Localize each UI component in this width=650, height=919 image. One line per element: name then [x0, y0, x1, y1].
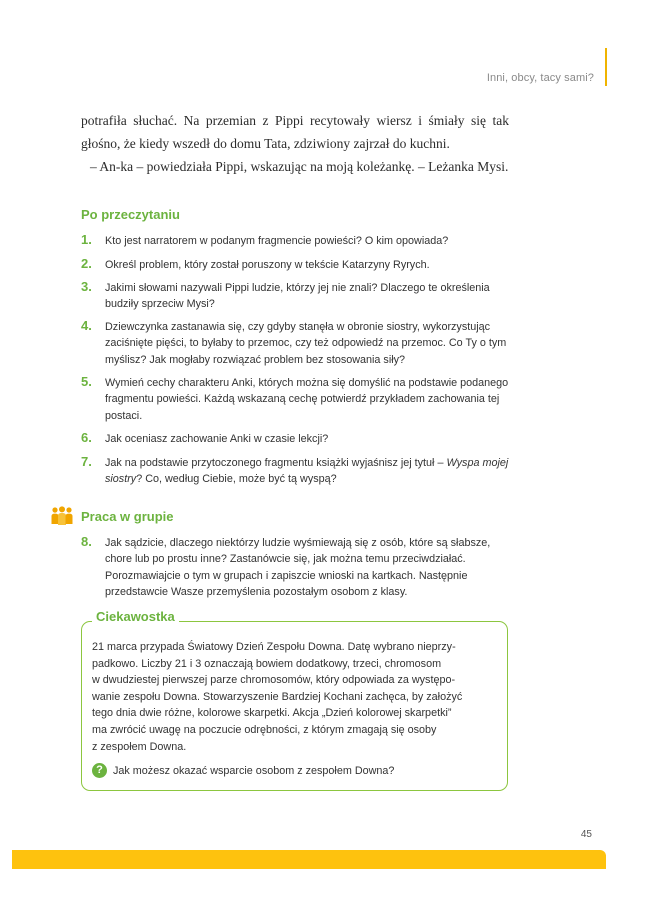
- question-1: [81, 233, 511, 249]
- fact-line: wanie zespołu Downa. Stowarzyszenie Bardziej Kochani zachęca, by założyć: [92, 690, 463, 703]
- story-paragraph: – An-ka – powiedziała Pippi, wskazując na moją koleżankę. – Leżanka Mysi.: [90, 159, 509, 174]
- question-text-start: Jak na podstawie przytoczonego fragmentu książki wyjaśnisz jej tytuł –: [105, 457, 447, 469]
- question-3: [81, 280, 511, 313]
- page-number: 45: [580, 829, 592, 840]
- footer-bar: [12, 850, 606, 869]
- question-number: 4.: [81, 318, 92, 333]
- fact-line: tego dnia dwie różne, kolorowe skarpetki. Akcja „Dzień kolorowej skarpetki”: [92, 707, 452, 720]
- question-number: 7.: [81, 454, 92, 469]
- fact-line: w dwudziestej pierwszej parze chromosomów, który odpowiada za występo-: [92, 674, 456, 687]
- group-work-heading: Praca w grupie: [81, 509, 174, 524]
- fact-line: padkowo. Liczby 21 i 3 oznaczają bowiem dodatkowy, trzeci, chromosom: [92, 657, 442, 670]
- fact-box-question-text: Jak możesz okazać wsparcie osobom z zespołem Downa?: [113, 764, 395, 777]
- after-reading-heading: Po przeczytaniu: [81, 207, 180, 222]
- question-4: [81, 319, 511, 368]
- question-number: 2.: [81, 256, 92, 271]
- running-header: Inni, obcy, tacy sami?: [486, 72, 594, 84]
- question-number: 1.: [81, 232, 92, 247]
- fact-box-text: [92, 639, 492, 755]
- question-number: 3.: [81, 279, 92, 294]
- fact-line: 21 marca przypada Światowy Dzień Zespołu Downa. Datę wybrano nieprzy-: [92, 641, 456, 653]
- question-text: Określ problem, który został poruszony w tekście Katarzyny Ryrych.: [105, 259, 430, 271]
- question-8: [81, 535, 511, 601]
- story-excerpt: [81, 109, 509, 178]
- fact-line: ma zwrócić uwagę na poczucie odrębności, z którym zmagają się osoby: [92, 723, 437, 736]
- question-2: [81, 257, 511, 273]
- fact-line: z zespołem Downa.: [92, 740, 187, 753]
- question-text: Jak sądzicie, dlaczego niektórzy ludzie wyśmiewają się z osób, które są słabsze, chore lub po prostu inne? Zastanówcie się, jak można temu przeciwdziałać. Porozmawiajcie o tym w grupach i zapiszcie wnioski na kartkach. Następnie przedstawcie Wasze przemyślenia pozostałym osobom z klasy.: [105, 537, 491, 599]
- question-7: [81, 455, 511, 488]
- question-number: 6.: [81, 430, 92, 445]
- question-text-end: ? Co, według Ciebie, może być tą wyspą?: [136, 473, 337, 486]
- question-5: [81, 375, 511, 424]
- question-number: 5.: [81, 374, 92, 389]
- question-number: 8.: [81, 534, 92, 549]
- question-mark-icon: ?: [92, 763, 107, 778]
- question-text: [105, 455, 511, 488]
- question-text: Jak oceniasz zachowanie Anki w czasie lekcji?: [105, 433, 329, 445]
- question-text: Jakimi słowami nazywali Pippi ludzie, którzy jej nie znali? Dlaczego te określenia budziły sprzeciw Mysi?: [105, 282, 490, 311]
- book-title: Wyspa mojej siostry: [105, 457, 509, 486]
- question-text: Wymień cechy charakteru Anki, których można się domyślić na podstawie podanego fragmentu powieści. Każdą wskazaną cechę potwierdź przykładem zachowania tej postaci.: [105, 377, 509, 422]
- question-6: [81, 431, 511, 447]
- header-rule: [605, 48, 607, 86]
- group-people-icon: [50, 506, 74, 526]
- question-text: Kto jest narratorem w podanym fragmencie powieści? O kim opowiada?: [105, 235, 449, 247]
- story-paragraph: potrafiła słuchać. Na przemian z Pippi recytowały wiersz i śmiały się tak głośno, że kiedy wszedł do domu Tata, zdziwiony zajrzał do kuchni.: [81, 113, 509, 151]
- fact-box-question: [92, 763, 394, 778]
- question-text: Dziewczynka zastanawia się, czy gdyby stanęła w obronie siostry, wykorzystując zaciśnięte pięści, to byłaby to przemoc, czy też odpowiedź na przemoc. Co Ty o tym myślisz? Jak mogłaby rozwiązać problem bez stosowania siły?: [105, 321, 507, 366]
- fact-box-title: Ciekawostka: [92, 609, 179, 624]
